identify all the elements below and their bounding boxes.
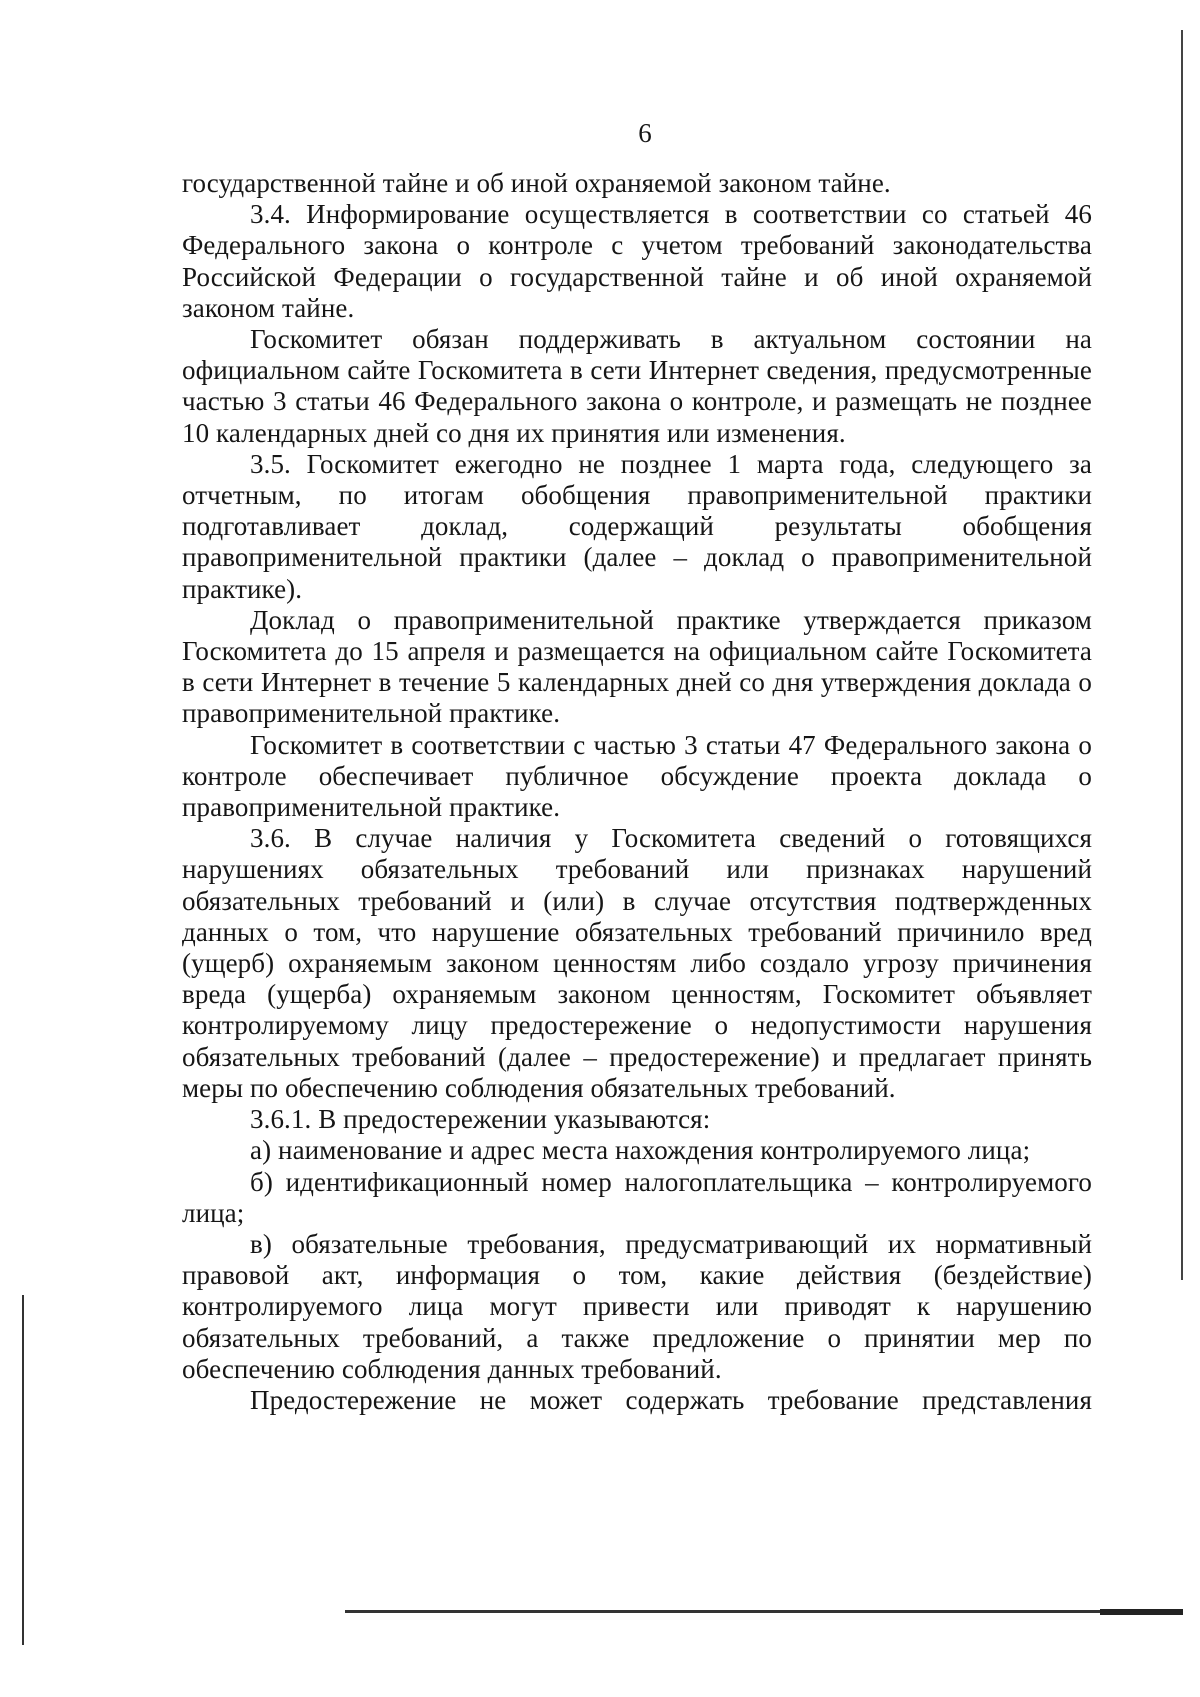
- paragraph: в) обязательные требования, предусматривающий их нормативный правовой акт, информация о том, какие действия (бездействие) контролируемого лица могут привести или приводят к нарушению обязательных требований, а также предложение о принятии мер по обеспечению соблюдения данных требований.: [182, 1228, 1092, 1384]
- scan-edge-line: [1181, 30, 1183, 1280]
- scan-edge-line: [22, 1295, 24, 1645]
- scan-bottom-edge: [1100, 1609, 1183, 1615]
- paragraph: государственной тайне и об иной охраняемой законом тайне.: [182, 168, 891, 198]
- paragraph: Госкомитет в соответствии с частью 3 статьи 47 Федерального закона о контроле обеспечивает публичное обсуждение проекта доклада о правоприменительной практике.: [182, 729, 1092, 823]
- paragraph: Госкомитет обязан поддерживать в актуальном состоянии на официальном сайте Госкомитета в сети Интернет сведения, предусмотренные частью 3 статьи 46 Федерального закона о контроле, и размещать не позднее 10 календарных дней со дня их принятия или изменения.: [182, 324, 1092, 448]
- paragraph: б) идентификационный номер налогоплательщика – контролируемого лица;: [182, 1166, 1092, 1228]
- paragraph: 3.6.1. В предостережении указываются:: [250, 1104, 711, 1135]
- paragraph: 3.4. Информирование осуществляется в соответствии со статьей 46 Федерального закона о контроле с учетом требований законодательства Российской Федерации о государственной тайне и об иной охраняемой законом тайне.: [182, 199, 1092, 323]
- scan-bottom-edge: [345, 1610, 1183, 1613]
- page-number: 6: [638, 118, 652, 148]
- paragraph: 3.5. Госкомитет ежегодно не позднее 1 марта года, следующего за отчетным, по итогам обобщения правоприменительной практики подготавливает доклад, содержащий результаты обобщения правоприменительной практики (далее – доклад о правоприменительной практике).: [182, 448, 1092, 604]
- paragraph: а) наименование и адрес места нахождения контролируемого лица;: [250, 1135, 1031, 1166]
- paragraph: Предостережение не может содержать требование представления: [250, 1384, 1092, 1415]
- document-body: [182, 168, 1092, 1416]
- paragraph: 3.6. В случае наличия у Госкомитета сведений о готовящихся нарушениях обязательных требований или признаках нарушений обязательных требований и (или) в случае отсутствия подтвержденных данных о том, что нарушение обязательных требований причинило вред (ущерб) охраняемым законом ценностям либо создало угрозу причинения вреда (ущерба) охраняемым законом ценностям, Госкомитет объявляет контролируемому лицу предостережение о недопустимости нарушения обязательных требований (далее – предостережение) и предлагает принять меры по обеспечению соблюдения обязательных требований.: [182, 823, 1092, 1103]
- paragraph: Доклад о правоприменительной практике утверждается приказом Госкомитета до 15 апреля и размещается на официальном сайте Госкомитета в сети Интернет в течение 5 календарных дней со дня утверждения доклада о правоприменительной практике.: [182, 604, 1092, 729]
